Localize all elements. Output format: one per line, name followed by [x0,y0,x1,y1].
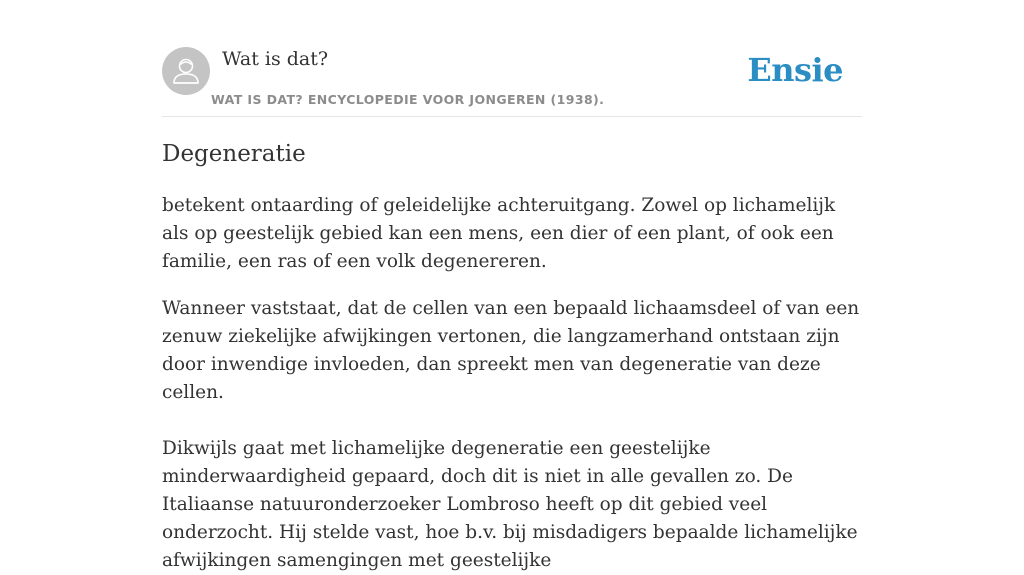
article-title: Degeneratie [162,141,306,167]
avatar[interactable] [162,47,210,95]
source-subtitle[interactable]: WAT IS DAT? ENCYCLOPEDIE VOOR JONGEREN (1938). [211,92,605,107]
source-header [162,46,862,117]
user-icon [162,47,210,95]
article-paragraph: betekent ontaarding of geleidelijke achteruitgang. Zowel op lichamelijk als op geestelijk gebied kan een mens, een dier of een plant, of ook een familie, een ras of een volk degenereren. [162,195,836,272]
ensie-logo[interactable]: Ensie [747,51,843,89]
article [162,138,867,575]
article-paragraph: Wanneer vaststaat, dat de cellen van een bepaald lichaamsdeel of van een zenuw ziekelijke afwijkingen vertonen, die langzamerhand ontstaan zijn door inwendige invloeden, dan spreekt men van degeneratie van deze cellen. [162,298,860,403]
article-paragraph: Dikwijls gaat met lichamelijke degeneratie een geestelijke minderwaardigheid gepaard, doch dit is niet in alle gevallen zo. De Italiaanse natuuronderzoeker Lombroso heeft op dit gebied veel onderzocht. Hij stelde vast, hoe b.v. bij misdadigers bepaalde lichamelijke afwijkingen samengingen met geestelijke [162,438,858,571]
source-title[interactable]: Wat is dat? [222,48,329,70]
